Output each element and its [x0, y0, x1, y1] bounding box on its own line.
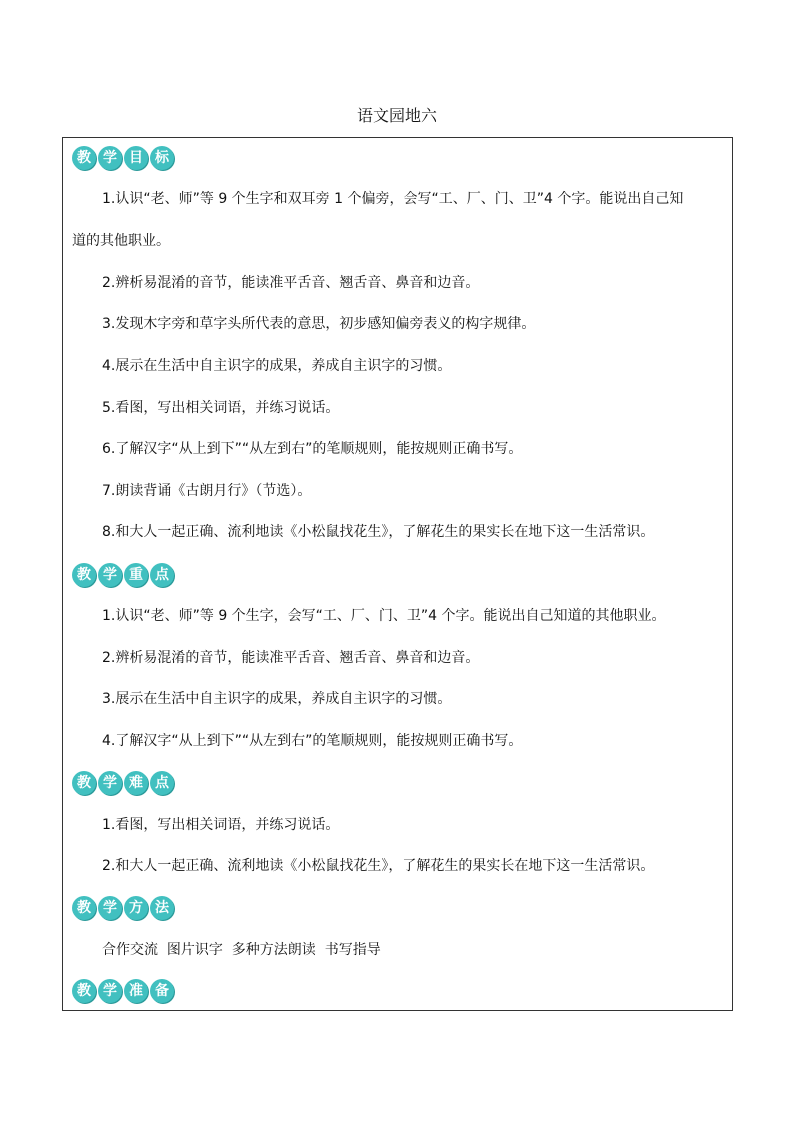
section-heading-preparation: [72, 979, 174, 1007]
heading-char: 方: [124, 896, 148, 920]
difficulty-item: 1.看图，写出相关词语，并练习说话。: [102, 817, 340, 833]
heading-char: 教: [72, 146, 96, 170]
key-point-item: 4.了解汉字“从上到下”“从左到右”的笔顺规则，能按规则正确书写。: [102, 733, 523, 749]
section-heading-methods: [72, 896, 174, 924]
key-point-item: 2.辨析易混淆的音节，能读准平舌音、翘舌音、鼻音和边音。: [102, 650, 480, 666]
heading-char: 学: [98, 979, 122, 1003]
heading-char: 点: [150, 563, 174, 587]
heading-char: 目: [124, 146, 148, 170]
heading-char: 重: [124, 563, 148, 587]
heading-char: 备: [150, 979, 174, 1003]
key-point-item: 3.展示在生活中自主识字的成果，养成自主识字的习惯。: [102, 691, 452, 707]
goal-item: 2.辨析易混淆的音节，能读准平舌音、翘舌音、鼻音和边音。: [102, 275, 480, 291]
heading-char: 学: [98, 146, 122, 170]
goal-item: 5.看图，写出相关词语，并练习说话。: [102, 400, 340, 416]
goal-item: 6.了解汉字“从上到下”“从左到右”的笔顺规则，能按规则正确书写。: [102, 441, 523, 457]
goal-item: 3.发现木字旁和草字头所代表的意思，初步感知偏旁表义的构字规律。: [102, 316, 536, 332]
goal-item: 1.认识“老、师”等 9 个生字和双耳旁 1 个偏旁，会写“工、厂、门、卫”4 个字。能说出自己知: [102, 191, 684, 207]
heading-char: 难: [124, 771, 148, 795]
heading-char: 标: [150, 146, 174, 170]
page-title: 语文园地六: [356, 106, 437, 125]
heading-char: 法: [150, 896, 174, 920]
heading-char: 学: [98, 563, 122, 587]
goal-item-continued: 道的其他职业。: [72, 233, 170, 249]
section-heading-key-points: [72, 563, 174, 591]
key-point-item: 1.认识“老、师”等 9 个生字，会写“工、厂、门、卫”4 个字。能说出自己知道的其他职业。: [102, 608, 666, 624]
goal-item: 4.展示在生活中自主识字的成果，养成自主识字的习惯。: [102, 358, 452, 374]
difficulty-item: 2.和大人一起正确、流利地读《小松鼠找花生》，了解花生的果实长在地下这一生活常识。: [102, 858, 655, 874]
heading-char: 教: [72, 771, 96, 795]
heading-char: 学: [98, 771, 122, 795]
section-heading-goals: [72, 146, 174, 174]
methods-text: 合作交流 图片识字 多种方法朗读 书写指导: [102, 942, 381, 958]
heading-char: 教: [72, 896, 96, 920]
heading-char: 教: [72, 563, 96, 587]
goal-item: 7.朗读背诵《古朗月行》（节选）。: [102, 483, 312, 499]
goal-item: 8.和大人一起正确、流利地读《小松鼠找花生》，了解花生的果实长在地下这一生活常识。: [102, 524, 655, 540]
section-heading-difficulties: [72, 771, 174, 799]
heading-char: 准: [124, 979, 148, 1003]
heading-char: 教: [72, 979, 96, 1003]
heading-char: 学: [98, 896, 122, 920]
heading-char: 点: [150, 771, 174, 795]
